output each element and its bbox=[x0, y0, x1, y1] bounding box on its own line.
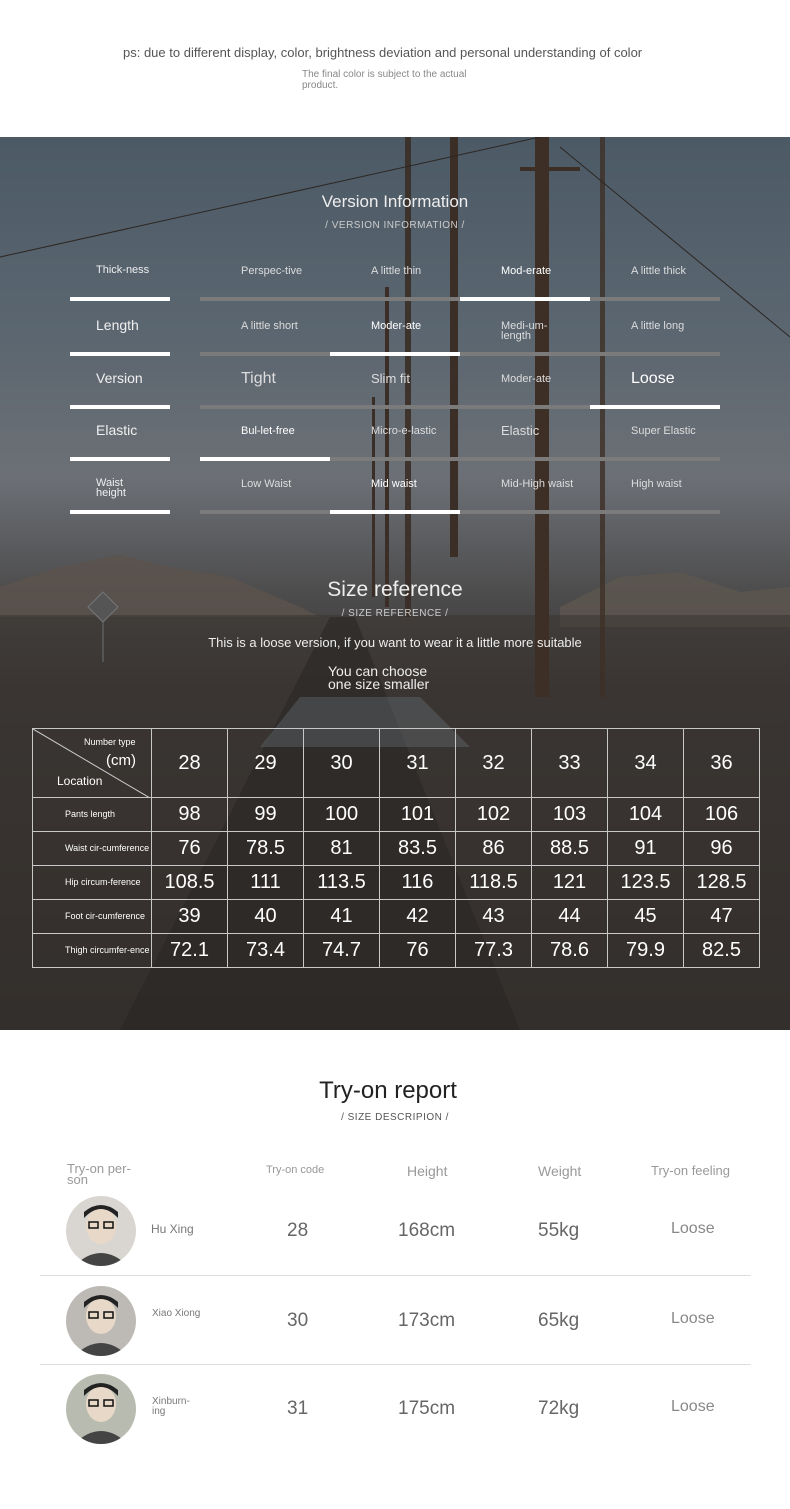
size-cell: 41 bbox=[304, 900, 380, 934]
version-option: Medi-um-length bbox=[501, 320, 548, 342]
size-row-label: Hip circum-ference bbox=[33, 866, 152, 900]
version-option: Perspec-tive bbox=[241, 265, 303, 277]
size-table bbox=[32, 728, 760, 968]
size-row-label: Thigh circumfer-ence bbox=[33, 934, 152, 968]
version-option: A little thin bbox=[371, 265, 422, 277]
size-cell: 40 bbox=[228, 900, 304, 934]
size-cell: 77.3 bbox=[456, 934, 532, 968]
size-cell: 86 bbox=[456, 832, 532, 866]
size-col-header: 31 bbox=[380, 729, 456, 798]
tryon-subtitle: / SIZE DESCRIPION / bbox=[341, 1112, 449, 1123]
header-location: Location bbox=[57, 774, 103, 788]
size-cell: 106 bbox=[684, 798, 760, 832]
tryon-person-name: Xinburn-ing bbox=[152, 1396, 190, 1417]
size-col-header: 28 bbox=[152, 729, 228, 798]
version-option: A little short bbox=[241, 320, 298, 332]
tryon-code: 28 bbox=[287, 1220, 309, 1241]
size-cell: 81 bbox=[304, 832, 380, 866]
tryon-header-height: Height bbox=[407, 1163, 448, 1179]
size-cell: 82.5 bbox=[684, 934, 760, 968]
size-row bbox=[33, 866, 760, 900]
tryon-person-name: Hu Xing bbox=[151, 1222, 194, 1236]
size-col-header: 33 bbox=[532, 729, 608, 798]
avatar bbox=[66, 1196, 136, 1266]
version-option: Tight bbox=[241, 370, 276, 387]
size-cell: 128.5 bbox=[684, 866, 760, 900]
tryon-height: 173cm bbox=[398, 1310, 456, 1331]
size-col-header: 32 bbox=[456, 729, 532, 798]
size-note: This is a loose version, if you want to wear it a little more suitable bbox=[208, 635, 582, 650]
size-col-header: 34 bbox=[608, 729, 684, 798]
size-row bbox=[33, 934, 760, 968]
size-cell: 123.5 bbox=[608, 866, 684, 900]
version-selected-bar bbox=[200, 457, 330, 461]
size-header-row bbox=[33, 729, 760, 798]
version-option: High waist bbox=[631, 478, 682, 490]
size-cell: 91 bbox=[608, 832, 684, 866]
version-label-underline bbox=[70, 457, 170, 461]
version-selected-bar bbox=[330, 352, 460, 356]
version-label-underline bbox=[70, 352, 170, 356]
size-title: Size reference bbox=[327, 578, 463, 601]
size-cell: 74.7 bbox=[304, 934, 380, 968]
version-size-panel bbox=[0, 137, 790, 1030]
size-cell: 102 bbox=[456, 798, 532, 832]
size-row bbox=[33, 900, 760, 934]
size-subtitle: / SIZE REFERENCE / bbox=[341, 608, 449, 619]
version-option: Moder-ate bbox=[371, 320, 422, 332]
size-cell: 72.1 bbox=[152, 934, 228, 968]
size-table-body bbox=[33, 798, 760, 968]
tryon-person-name: Xiao Xiong bbox=[152, 1308, 201, 1319]
version-label-underline bbox=[70, 405, 170, 409]
version-row-label: Thick-ness bbox=[96, 264, 150, 276]
tryon-header-weight: Weight bbox=[538, 1163, 582, 1179]
size-cell: 79.9 bbox=[608, 934, 684, 968]
size-cell: 98 bbox=[152, 798, 228, 832]
version-title: Version Information bbox=[321, 192, 469, 211]
color-notice: ps: due to different display, color, brightness deviation and personal understanding of color bbox=[123, 45, 643, 60]
row-divider bbox=[40, 1364, 751, 1365]
size-cell: 100 bbox=[304, 798, 380, 832]
version-option: Bul-let-free bbox=[241, 425, 295, 437]
size-cell: 96 bbox=[684, 832, 760, 866]
version-option: Slim fit bbox=[371, 371, 410, 386]
size-cell: 103 bbox=[532, 798, 608, 832]
size-cell: 111 bbox=[228, 866, 304, 900]
version-scale-track bbox=[200, 510, 720, 514]
size-cell: 83.5 bbox=[380, 832, 456, 866]
version-selected-bar bbox=[460, 297, 590, 301]
size-cell: 45 bbox=[608, 900, 684, 934]
row-divider bbox=[40, 1275, 751, 1276]
version-option: Micro-e-lastic bbox=[371, 425, 437, 437]
size-cell: 76 bbox=[380, 934, 456, 968]
version-row-label: Elastic bbox=[96, 422, 138, 438]
size-note-2: You can choose one size smaller bbox=[328, 663, 430, 692]
size-row-label: Waist cir-cumference bbox=[33, 832, 152, 866]
version-option: Mid-High waist bbox=[501, 478, 574, 490]
person-silhouette-icon bbox=[66, 1286, 136, 1356]
version-option: Super Elastic bbox=[631, 425, 696, 437]
header-unit: (cm) bbox=[106, 752, 136, 769]
size-cell: 104 bbox=[608, 798, 684, 832]
tryon-weight: 55kg bbox=[538, 1220, 580, 1241]
tryon-code: 31 bbox=[287, 1398, 309, 1419]
version-subtitle: / VERSION INFORMATION / bbox=[325, 220, 465, 231]
size-row bbox=[33, 832, 760, 866]
version-label-underline bbox=[70, 510, 170, 514]
size-col-header: 36 bbox=[684, 729, 760, 798]
size-cell: 44 bbox=[532, 900, 608, 934]
size-cell: 47 bbox=[684, 900, 760, 934]
version-selected-bar bbox=[330, 510, 460, 514]
version-scale-track bbox=[200, 352, 720, 356]
version-row-label: Version bbox=[96, 370, 143, 386]
size-cell: 99 bbox=[228, 798, 304, 832]
tryon-height: 168cm bbox=[398, 1220, 456, 1241]
version-selected-bar bbox=[590, 405, 720, 409]
version-row-label: Waist height bbox=[96, 477, 126, 499]
avatar bbox=[66, 1286, 136, 1356]
size-header-corner bbox=[33, 729, 152, 798]
size-cell: 39 bbox=[152, 900, 228, 934]
size-cell: 88.5 bbox=[532, 832, 608, 866]
size-cell: 113.5 bbox=[304, 866, 380, 900]
version-option: Mid waist bbox=[371, 478, 417, 490]
tryon-feeling: Loose bbox=[671, 1398, 715, 1415]
tryon-header-code: Try-on code bbox=[266, 1164, 325, 1176]
person-silhouette-icon bbox=[66, 1196, 136, 1266]
size-row-label: Foot cir-cumference bbox=[33, 900, 152, 934]
tryon-height: 175cm bbox=[398, 1398, 456, 1419]
version-option: Loose bbox=[631, 370, 675, 387]
tryon-weight: 65kg bbox=[538, 1310, 580, 1331]
tryon-feeling: Loose bbox=[671, 1310, 715, 1327]
size-cell: 78.6 bbox=[532, 934, 608, 968]
size-col-header: 30 bbox=[304, 729, 380, 798]
version-option: Elastic bbox=[501, 423, 540, 438]
version-option: A little long bbox=[631, 320, 685, 332]
size-cell: 121 bbox=[532, 866, 608, 900]
color-notice-sub: The final color is subject to the actual product. bbox=[302, 69, 467, 91]
size-cell: 101 bbox=[380, 798, 456, 832]
size-cell: 73.4 bbox=[228, 934, 304, 968]
size-row-label: Pants length bbox=[33, 798, 152, 832]
size-cell: 78.5 bbox=[228, 832, 304, 866]
header-number-type: Number type bbox=[84, 737, 136, 747]
version-option: Moder-ate bbox=[501, 373, 552, 385]
size-cell: 43 bbox=[456, 900, 532, 934]
size-row bbox=[33, 798, 760, 832]
size-cell: 118.5 bbox=[456, 866, 532, 900]
version-label-underline bbox=[70, 297, 170, 301]
version-option: Mod-erate bbox=[501, 265, 552, 277]
size-cell: 42 bbox=[380, 900, 456, 934]
size-cell: 116 bbox=[380, 866, 456, 900]
tryon-weight: 72kg bbox=[538, 1398, 580, 1419]
tryon-title: Try-on report bbox=[319, 1077, 457, 1104]
tryon-header-feeling: Try-on feeling bbox=[651, 1163, 730, 1178]
version-row-label: Length bbox=[96, 317, 139, 333]
size-cell: 108.5 bbox=[152, 866, 228, 900]
tryon-code: 30 bbox=[287, 1310, 309, 1331]
tryon-header-person: Try-on per-son bbox=[67, 1161, 131, 1187]
version-option: A little thick bbox=[631, 265, 687, 277]
tryon-feeling: Loose bbox=[671, 1220, 715, 1237]
size-col-header: 29 bbox=[228, 729, 304, 798]
person-silhouette-icon bbox=[66, 1374, 136, 1444]
size-cell: 76 bbox=[152, 832, 228, 866]
version-option: Low Waist bbox=[241, 478, 292, 490]
avatar bbox=[66, 1374, 136, 1444]
